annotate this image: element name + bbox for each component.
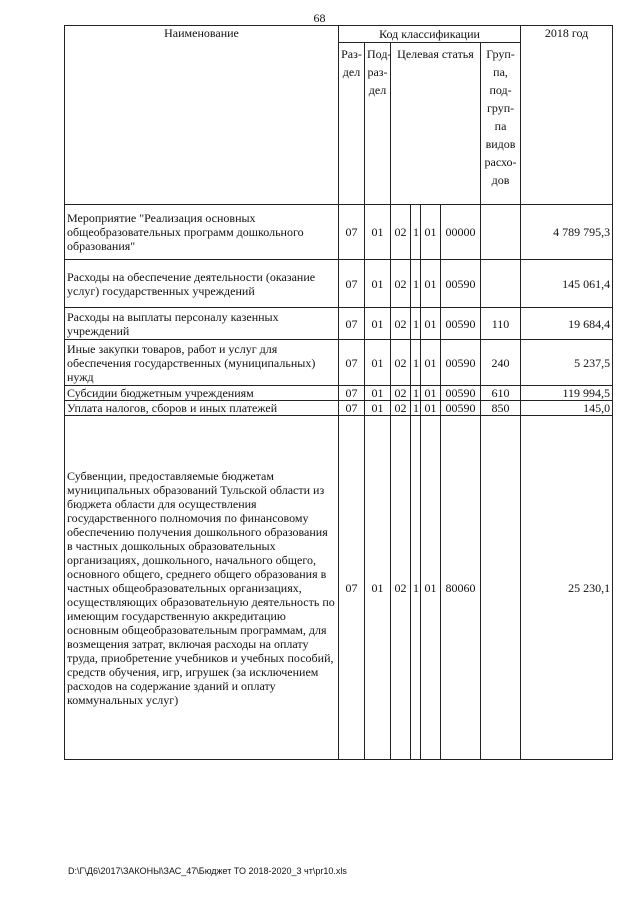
header-group: Груп- па, под- груп- па видов расхо- дов (481, 43, 521, 205)
row-target-4: 00000 (441, 205, 481, 260)
row-target-4: 00590 (441, 260, 481, 308)
header-name: Наименование (65, 26, 339, 205)
table-row (65, 340, 613, 386)
row-amount: 145,0 (521, 401, 613, 416)
row-target-1: 02 (391, 260, 411, 308)
row-podrazdel: 01 (365, 308, 391, 340)
header-classification: Код классификации (339, 26, 521, 43)
row-target-2: 1 (411, 340, 421, 386)
row-target-3: 01 (421, 260, 441, 308)
row-target-1: 02 (391, 416, 411, 760)
row-amount: 4 789 795,3 (521, 205, 613, 260)
row-amount: 119 994,5 (521, 386, 613, 401)
row-podrazdel: 01 (365, 386, 391, 401)
row-amount: 145 061,4 (521, 260, 613, 308)
row-podrazdel: 01 (365, 340, 391, 386)
row-target-1: 02 (391, 340, 411, 386)
header-razdel: Раз- дел (339, 43, 365, 205)
row-name: Субсидии бюджетным учреждениям (65, 386, 339, 401)
table-row (65, 260, 613, 308)
table-row (65, 205, 613, 260)
budget-table (64, 25, 613, 760)
table-row (65, 401, 613, 416)
row-target-2: 1 (411, 205, 421, 260)
row-razdel: 07 (339, 308, 365, 340)
row-amount: 19 684,4 (521, 308, 613, 340)
row-group: 610 (481, 386, 521, 401)
row-podrazdel: 01 (365, 260, 391, 308)
row-target-4: 00590 (441, 308, 481, 340)
row-podrazdel: 01 (365, 205, 391, 260)
row-target-4: 00590 (441, 340, 481, 386)
row-name: Субвенции, предоставляемые бюджетам муниципальных образований Тульской области из бюджета области для осуществления государственного полномочия по финансовому обеспечению получения дошкольного образования в частных дошкольных образовательных организациях, дошкольного, начального общего, основного общего, среднего общего образования в частных общеобразовательных организациях, осуществляющих образовательную деятельность по имеющим государственную аккредитацию основным общеобразовательным программам, для возмещения затрат, включая расходы на оплату труда, приобретение учебников и учебных пособий, средств обучения, игр, игрушек (за исключением расходов на содержание зданий и оплату коммунальных услуг) (65, 416, 339, 760)
row-name: Иные закупки товаров, работ и услуг для обеспечения государственных (муниципальных) нужд (65, 340, 339, 386)
row-group (481, 416, 521, 760)
row-target-3: 01 (421, 401, 441, 416)
row-target-2: 1 (411, 386, 421, 401)
row-name: Расходы на выплаты персоналу казенных учреждений (65, 308, 339, 340)
table-row (65, 416, 613, 760)
page-number: 68 (313, 11, 326, 25)
row-target-2: 1 (411, 308, 421, 340)
row-target-4: 80060 (441, 416, 481, 760)
header-target: Целевая статья (391, 43, 481, 205)
row-name: Расходы на обеспечение деятельности (оказание услуг) государственных учреждений (65, 260, 339, 308)
row-target-3: 01 (421, 386, 441, 401)
row-target-4: 00590 (441, 386, 481, 401)
table-row (65, 308, 613, 340)
row-name: Уплата налогов, сборов и иных платежей (65, 401, 339, 416)
row-group (481, 205, 521, 260)
row-name: Мероприятие "Реализация основных общеобразовательных программ дошкольного образования" (65, 205, 339, 260)
row-razdel: 07 (339, 386, 365, 401)
row-razdel: 07 (339, 416, 365, 760)
row-target-1: 02 (391, 401, 411, 416)
row-group: 240 (481, 340, 521, 386)
table-row (65, 386, 613, 401)
row-group: 110 (481, 308, 521, 340)
row-razdel: 07 (339, 340, 365, 386)
file-path-footer: D:\Г\Д6\2017\ЗАКОНЫ\ЗАС_47\Бюджет ТО 2018-2020_3 чт\pr10.xls (68, 866, 347, 876)
row-razdel: 07 (339, 401, 365, 416)
row-group (481, 260, 521, 308)
row-target-2: 1 (411, 401, 421, 416)
row-target-2: 1 (411, 260, 421, 308)
row-group: 850 (481, 401, 521, 416)
row-target-2: 1 (411, 416, 421, 760)
row-razdel: 07 (339, 260, 365, 308)
row-amount: 5 237,5 (521, 340, 613, 386)
row-podrazdel: 01 (365, 416, 391, 760)
header-podrazdel: Под- раз- дел (365, 43, 391, 205)
row-razdel: 07 (339, 205, 365, 260)
row-target-3: 01 (421, 308, 441, 340)
row-target-4: 00590 (441, 401, 481, 416)
header-year: 2018 год (521, 26, 613, 205)
row-amount: 25 230,1 (521, 416, 613, 760)
row-target-3: 01 (421, 340, 441, 386)
row-target-1: 02 (391, 205, 411, 260)
row-podrazdel: 01 (365, 401, 391, 416)
row-target-3: 01 (421, 416, 441, 760)
row-target-3: 01 (421, 205, 441, 260)
row-target-1: 02 (391, 386, 411, 401)
row-target-1: 02 (391, 308, 411, 340)
